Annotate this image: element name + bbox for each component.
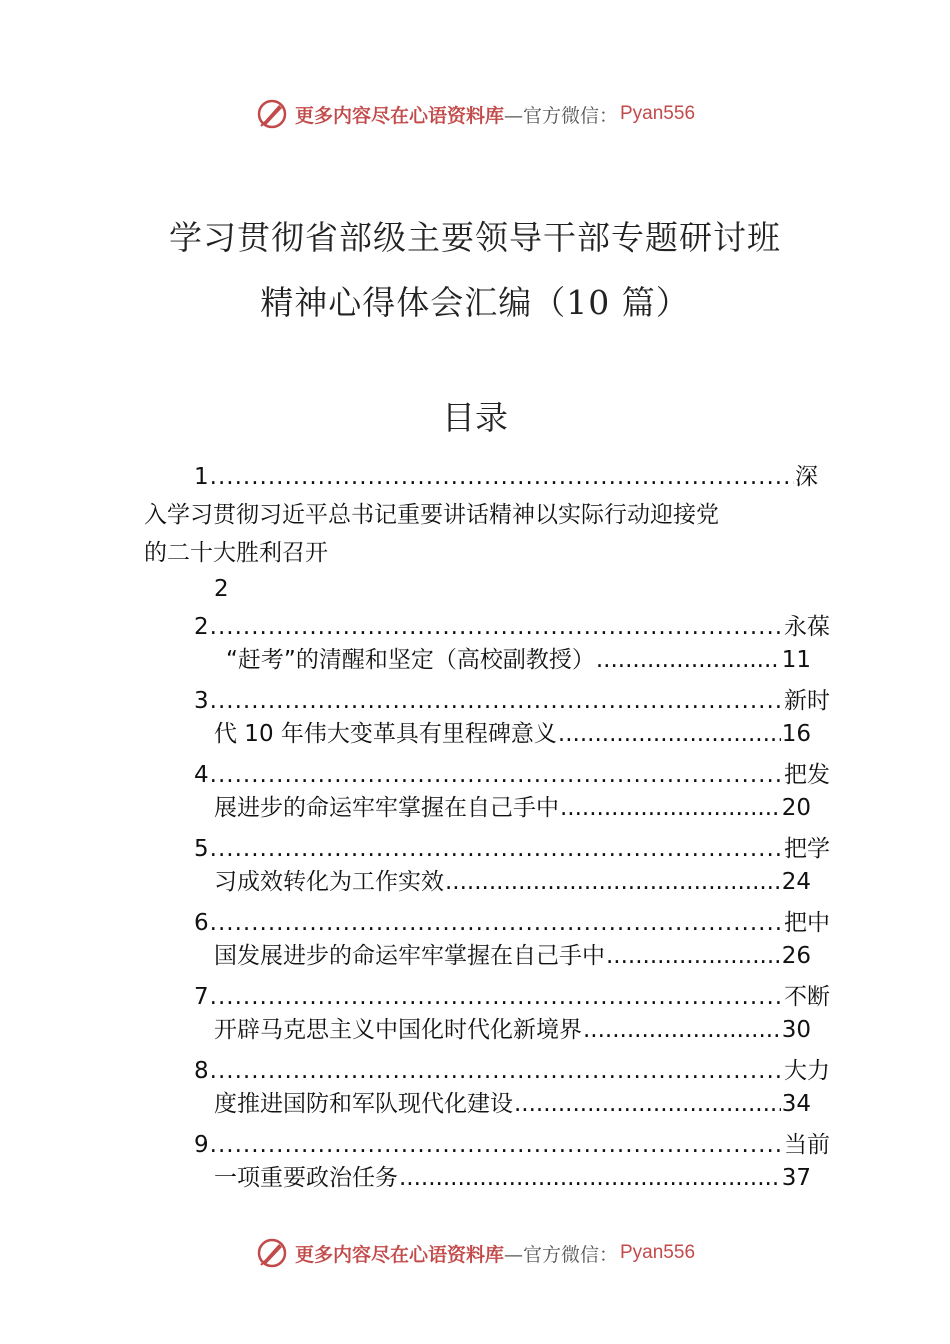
toc-leader-dots [210, 834, 783, 864]
watermark-separator-text: —官方微信： [503, 104, 618, 127]
toc-entry-title-cont: 习成效转化为工作实效 [214, 869, 444, 895]
watermark-brand-text: 更多内容尽在心语资料库 [294, 1243, 504, 1266]
toc-leader-dots [210, 462, 794, 492]
toc-entry-title-start: 永葆 [784, 614, 830, 640]
toc-leader-dots [445, 867, 781, 897]
toc-leader-dots [210, 982, 783, 1012]
toc-entry-9-cont [214, 1163, 811, 1193]
toc-entry-page: 37 [781, 1165, 811, 1191]
toc-leader-dots [583, 1015, 781, 1045]
toc-entry-title-cont: 开辟马克思主义中国化时代化新境界 [214, 1017, 582, 1043]
toc-heading: 目录 [442, 398, 508, 437]
toc-entry-2[interactable] [194, 612, 830, 642]
toc-entry-title-start: 把中 [784, 910, 830, 936]
toc-entry-5-cont [214, 867, 811, 897]
toc-entry-8[interactable] [194, 1056, 830, 1086]
toc-entry-page: 11 [781, 647, 811, 673]
toc-entry-9[interactable] [194, 1130, 830, 1160]
toc-entry-3[interactable] [194, 686, 830, 716]
toc-leader-dots [210, 1130, 783, 1160]
toc-entry-page: 16 [781, 721, 811, 747]
document-title-line1: 学习贯彻省部级主要领导干部专题研讨班 [169, 218, 781, 257]
toc-entry-page: 26 [781, 943, 811, 969]
toc-leader-dots [514, 1089, 781, 1119]
watermark-wechat-id: Pyan556 [620, 1242, 696, 1263]
toc-entry-title-start: 深 [795, 464, 818, 490]
toc-entry-number: 5 [194, 836, 209, 862]
toc-leader-dots [558, 719, 781, 749]
toc-leader-dots [560, 793, 781, 823]
toc-entry-1[interactable] [194, 462, 818, 492]
toc-entry-title-cont: 展进步的命运牢牢掌握在自己手中 [214, 795, 559, 821]
toc-entry-number: 1 [194, 464, 209, 490]
toc-entry-title-start: 把学 [784, 836, 830, 862]
toc-entry-title-start: 不断 [784, 984, 830, 1010]
toc-entry-7-cont [214, 1015, 811, 1045]
toc-entry-title-cont: 国发展进步的命运牢牢掌握在自己手中 [214, 943, 605, 969]
watermark-separator-text: —官方微信： [503, 1243, 618, 1266]
toc-leader-dots [210, 908, 783, 938]
quill-pen-logo-icon [255, 97, 289, 131]
quill-pen-logo-icon [255, 1236, 289, 1270]
toc-entry-page: 24 [781, 869, 811, 895]
toc-entry-number: 2 [194, 614, 209, 640]
toc-entry-number: 3 [194, 688, 209, 714]
toc-leader-dots [210, 686, 783, 716]
toc-entry-title-cont: 代 10 年伟大变革具有里程碑意义 [214, 721, 557, 747]
toc-leader-dots [596, 645, 781, 675]
toc-entry-page: 20 [781, 795, 811, 821]
toc-leader-dots [210, 760, 783, 790]
toc-entry-number: 7 [194, 984, 209, 1010]
document-title-line2: 精神心得体会汇编（10 篇） [260, 283, 690, 322]
toc-entry-3-cont [214, 719, 811, 749]
watermark-brand-text: 更多内容尽在心语资料库 [294, 104, 504, 127]
toc-entry-6[interactable] [194, 908, 830, 938]
toc-entry-title-start: 新时 [784, 688, 830, 714]
toc-entry-title-start: 大力 [784, 1058, 830, 1084]
toc-entry-number: 8 [194, 1058, 209, 1084]
toc-leader-dots [399, 1163, 781, 1193]
toc-leader-dots [210, 1056, 783, 1086]
toc-entry-page: 34 [781, 1091, 811, 1117]
toc-leader-dots [606, 941, 781, 971]
toc-entry-5[interactable] [194, 834, 830, 864]
watermark-wechat-id: Pyan556 [620, 103, 696, 124]
toc-entry-number: 9 [194, 1132, 209, 1158]
toc-entry-1-line2: 入学习贯彻习近平总书记重要讲话精神以实际行动迎接党 [144, 502, 719, 528]
toc-entry-title-cont: “赶考”的清醒和坚定（高校副教授） [226, 647, 595, 673]
toc-entry-title-cont: 一项重要政治任务 [214, 1165, 398, 1191]
toc-entry-title-cont: 度推进国防和军队现代化建设 [214, 1091, 513, 1117]
header-watermark [0, 94, 950, 134]
toc-leader-dots [210, 612, 783, 642]
footer-watermark [0, 1233, 950, 1273]
toc-entry-1-page: 2 [214, 576, 229, 602]
toc-entry-2-cont [226, 645, 811, 675]
toc-entry-6-cont [214, 941, 811, 971]
toc-entry-1-line3: 的二十大胜利召开 [144, 540, 328, 566]
toc-entry-page: 30 [781, 1017, 811, 1043]
toc-entry-4[interactable] [194, 760, 830, 790]
toc-entry-number: 4 [194, 762, 209, 788]
toc-entry-8-cont [214, 1089, 811, 1119]
toc-entry-title-start: 当前 [784, 1132, 830, 1158]
toc-entry-number: 6 [194, 910, 209, 936]
toc-entry-7[interactable] [194, 982, 830, 1012]
toc-entry-4-cont [214, 793, 811, 823]
toc-entry-title-start: 把发 [784, 762, 830, 788]
